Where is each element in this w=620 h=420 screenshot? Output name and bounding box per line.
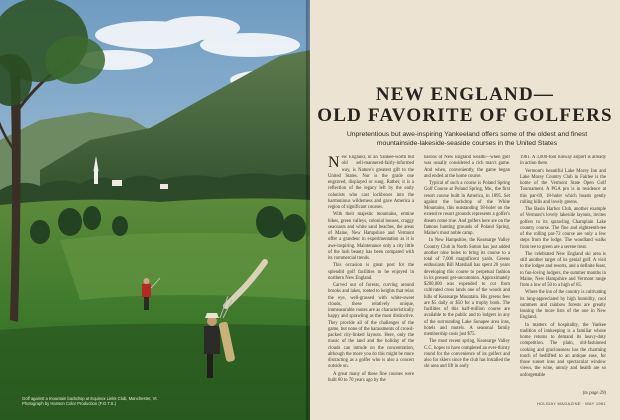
paragraph: In New Hampshire, the Kearsarge Valley Country Club in North Sutton has just added another nine holes to bring its course to a total of 7,000 magnificent yards. Greens enthusiasts Bill Marshall has spent 20 years developing this course to perpetual fashion in its present get-uncommon. Approximately $200,000 was expended to cut from cultivated cross lands one of the woods and hills of Kearsarge Mountain. His greens fees are $5 daily or $50 for a trophy book. The facilities of this half-million course are available to the public and to lodgers in any of the surrounding Lake Sunapee area inns, hotels and motels. A seasonal family membership costs just $75. — [424, 238, 510, 337]
paragraph: This occasion is great post for the splendid golf facilities to be enjoyed in northern New England. — [328, 263, 414, 281]
paragraph: With their majestic mountains, ermine hikes, green valleys, colonial houses, craggy seacoasts and white sand beaches, the areas of Maine, New Hampshire and Vermont offer a grandeur in experimentation as it is awe-inspiring. Maintenance only a city little of the lush beauty has been compared with its commercial trends. — [328, 212, 414, 261]
article-body — [328, 155, 606, 405]
paragraph: The most recent spring, Kearsarge Valley C.C. hopes to have completed an ever-thirsty round for the convenience of its golfers and also for skiers since the club has installed the ski area and lift in early — [424, 339, 510, 370]
paragraph: In matters of hospitality, the Yankee tradition of innkeeping is a familiar whose home returns to demand its heavy-duty competition. The plain, old-fashioned cooking and graciousness has the charming touch of bedlifted to an antique ease, for those sunset inns and spectacular window views, the wine, unruly and health are so unforgettable — [520, 322, 606, 378]
paragraph: Vermont's beautiful Lake Morey Inn and Lake Morey Country Club in Fairlee is the home of the Vermont State Open Golf Tournament. A PGA pro is in residence at this par-69, 18-holer which boasts gently rolling hills and lovely greens. — [520, 168, 606, 205]
paragraph: The celebrated New England ski area is still another target of its genial golf. A visit to the lodges and resorts, and a definite feast, to fun-loving lodgers, the summer months in Maine, New Hampshire and Vermont range from a low of 50 to a high of 85. — [520, 251, 606, 288]
page-folio: HOLIDAY MAGAZINE · MAY 1961 — [536, 401, 606, 406]
paragraph — [328, 155, 414, 211]
paragraph: Where the inn of the country is cultivating its long-appreciated by high humidity, cool summers and rainbow forests are greatly leaning the more lists of the one in New England. — [520, 290, 606, 321]
article-column-3 — [520, 155, 606, 405]
paragraph: 1961. A 3,000-foot runway airport is already in action there. — [520, 155, 606, 167]
paragraph-text: ew England, in an Yankee-worth but old sell-mannered-fairly-informed way, is Nature's greatest gift to the United States. Nor is the grade one engraved, displayed or sung. Rather, it is a reflection of the legacy left by the early colonists who cast lockboxes into the harmonious wilderness and gave America a region of significant courses. — [328, 155, 414, 210]
article-column-2 — [424, 155, 510, 405]
article-column-1 — [328, 155, 414, 405]
paragraph: barons of New England wealth—when golf was usually considered a rich man's game. And when, conveniently, the game began and ended at the home course. — [424, 155, 510, 179]
drop-cap: N — [328, 155, 340, 171]
article-headline — [310, 84, 620, 126]
photo-caption — [22, 396, 222, 406]
article-subhead: Unpretentious but awe-inspiring Yankeeland offers some of the oldest and finest mountainside-lakeside-seaside courses in the United States — [346, 131, 588, 147]
photo-caption-line: Golf against a mountain backdrop at Equinox Links Club, Manchester, Vt. — [22, 396, 158, 401]
fairway-band — [60, 233, 310, 300]
paragraph: Carved out of forests, curving around brooks and lakes, rooted to heights that relax the eye, well-grassed with white-sweet clouds, these relatively unique, immeasurable routes are as characteristically happy and sprawling as the most distinctive. They provide all of the challenges of the game, but none of the harassments of crowd-packed city-linked layouts. Here, only the music of the land and the holiday of the clouds can intrude on the concentration, although the more you do this might be more distracting as a golfer who is also a concert outside on. — [328, 283, 414, 370]
photo-credit-line: Photograph by Hanson Color Production (F.O.T.S.) — [22, 401, 117, 407]
paragraph: The Basin Harbor Club, another example of Vermont's lovely lakeside layouts, invites golfers to its sprawling Champlain Lake country course. The fine and eighteenth-tee of the rolling par-72 course are only a few steps from the lodge. The woodland walks from tee to green are a serene treat. — [520, 207, 606, 250]
continued-note: (to page 29) — [582, 391, 606, 396]
headline-line-2: OLD FAVORITE OF GOLFERS — [317, 105, 613, 126]
headline-line-1: NEW ENGLAND— — [375, 84, 555, 105]
article-page — [310, 0, 620, 420]
paragraph: Typical of such a course is Poland Spring Golf Course at Poland Spring, Me., the first resort course built in America, in 1895. Set against the backdrop of the White Mountains, this outstanding 18-holer on the extensive resort grounds represents a golfer's dream come true. And golfers here are on the famous hunting grounds of Poland Spring, Maine's most noble camp. — [424, 181, 510, 236]
paragraph: A great many of these fine courses were built 60 to 70 years ago by the — [328, 371, 414, 383]
